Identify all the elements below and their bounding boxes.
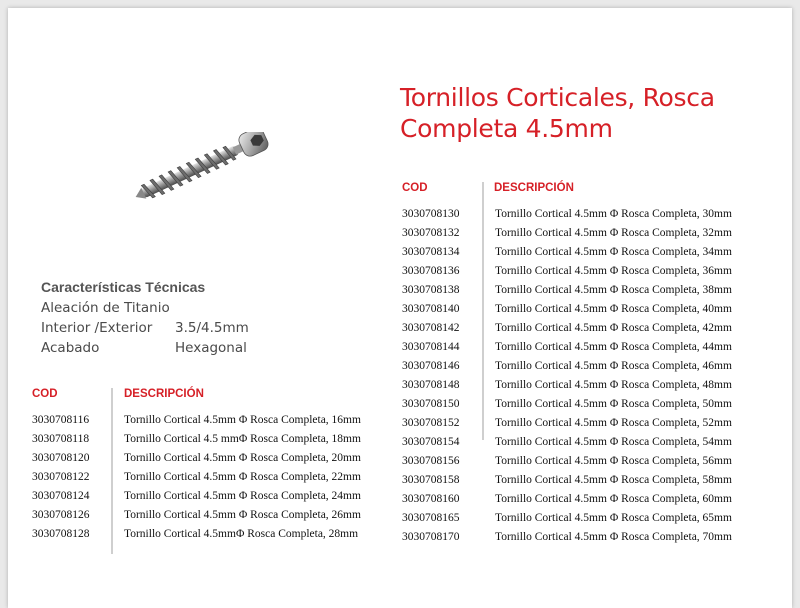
product-description: Tornillo Cortical 4.5mm Φ Rosca Completa, 56mm bbox=[495, 455, 732, 467]
specs-heading: Características Técnicas bbox=[41, 279, 206, 295]
product-description: Tornillo Cortical 4.5mm Φ Rosca Completa, 40mm bbox=[495, 303, 732, 315]
product-description: Tornillo Cortical 4.5mm Φ Rosca Completa, 52mm bbox=[495, 417, 732, 429]
product-description: Tornillo Cortical 4.5mm Φ Rosca Completa, 48mm bbox=[495, 379, 732, 391]
product-code: 3030708158 bbox=[402, 474, 460, 486]
product-description: Tornillo Cortical 4.5mm Φ Rosca Completa, 36mm bbox=[495, 265, 732, 277]
product-code: 3030708140 bbox=[402, 303, 460, 315]
technical-specs bbox=[41, 279, 341, 358]
product-description: Tornillo Cortical 4.5mm Φ Rosca Completa, 50mm bbox=[495, 398, 732, 410]
page-title: Tornillos Corticales, Rosca Completa 4.5mm bbox=[400, 83, 715, 143]
product-description: Tornillo Cortical 4.5mm Φ Rosca Completa, 44mm bbox=[495, 341, 732, 353]
product-code: 3030708156 bbox=[402, 455, 460, 467]
product-description: Tornillo Cortical 4.5mm Φ Rosca Completa, 38mm bbox=[495, 284, 732, 296]
spec-row bbox=[41, 318, 341, 338]
product-description: Tornillo Cortical 4.5mm Φ Rosca Completa, 42mm bbox=[495, 322, 732, 334]
product-code: 3030708118 bbox=[32, 433, 90, 445]
spec-value: 3.5/4.5mm bbox=[175, 320, 249, 336]
screw-image bbox=[125, 132, 280, 202]
spec-row bbox=[41, 338, 341, 358]
product-code: 3030708144 bbox=[402, 341, 460, 353]
spec-material-value: Aleación de Titanio bbox=[41, 300, 170, 316]
product-code: 3030708134 bbox=[402, 246, 460, 258]
product-code: 3030708136 bbox=[402, 265, 460, 277]
product-code: 3030708130 bbox=[402, 208, 460, 220]
header-code: COD bbox=[402, 182, 428, 194]
product-code: 3030708124 bbox=[32, 490, 90, 502]
product-code: 3030708138 bbox=[402, 284, 460, 296]
product-description: Tornillo Cortical 4.5 mmΦ Rosca Completa, 18mm bbox=[124, 433, 361, 445]
screw-illustration bbox=[125, 132, 280, 202]
product-code: 3030708165 bbox=[402, 512, 460, 524]
product-code: 3030708132 bbox=[402, 227, 460, 239]
header-code: COD bbox=[32, 388, 58, 400]
product-code: 3030708128 bbox=[32, 528, 90, 540]
product-code: 3030708146 bbox=[402, 360, 460, 372]
product-code: 3030708120 bbox=[32, 452, 90, 464]
product-description: Tornillo Cortical 4.5mm Φ Rosca Completa, 65mm bbox=[495, 512, 732, 524]
product-description: Tornillo Cortical 4.5mm Φ Rosca Completa, 32mm bbox=[495, 227, 732, 239]
product-code: 3030708160 bbox=[402, 493, 460, 505]
product-description: Tornillo Cortical 4.5mmΦ Rosca Completa, 28mm bbox=[124, 528, 359, 540]
column-divider bbox=[111, 388, 113, 554]
header-description: DESCRIPCIÓN bbox=[124, 388, 204, 400]
header-description: DESCRIPCIÓN bbox=[494, 182, 574, 194]
product-description: Tornillo Cortical 4.5mm Φ Rosca Completa, 20mm bbox=[124, 452, 361, 464]
product-code: 3030708148 bbox=[402, 379, 460, 391]
column-divider bbox=[482, 182, 484, 440]
spec-key: Interior /Exterior bbox=[41, 320, 153, 336]
product-code: 3030708126 bbox=[32, 509, 90, 521]
product-table-left bbox=[32, 388, 392, 548]
spec-key: Acabado bbox=[41, 340, 100, 356]
product-description: Tornillo Cortical 4.5mm Φ Rosca Completa, 16mm bbox=[124, 414, 361, 426]
product-description: Tornillo Cortical 4.5mm Φ Rosca Completa, 30mm bbox=[495, 208, 732, 220]
product-description: Tornillo Cortical 4.5mm Φ Rosca Completa, 54mm bbox=[495, 436, 732, 448]
product-description: Tornillo Cortical 4.5mm Φ Rosca Completa, 26mm bbox=[124, 509, 361, 521]
spec-value: Hexagonal bbox=[175, 340, 247, 356]
product-code: 3030708116 bbox=[32, 414, 90, 426]
product-description: Tornillo Cortical 4.5mm Φ Rosca Completa, 70mm bbox=[495, 531, 732, 543]
product-description: Tornillo Cortical 4.5mm Φ Rosca Completa, 34mm bbox=[495, 246, 732, 258]
product-code: 3030708142 bbox=[402, 322, 460, 334]
product-description: Tornillo Cortical 4.5mm Φ Rosca Completa, 46mm bbox=[495, 360, 732, 372]
product-code: 3030708150 bbox=[402, 398, 460, 410]
product-table-right bbox=[402, 182, 762, 552]
product-code: 3030708152 bbox=[402, 417, 460, 429]
product-code: 3030708154 bbox=[402, 436, 460, 448]
product-code: 3030708170 bbox=[402, 531, 460, 543]
product-description: Tornillo Cortical 4.5mm Φ Rosca Completa, 24mm bbox=[124, 490, 361, 502]
product-description: Tornillo Cortical 4.5mm Φ Rosca Completa, 22mm bbox=[124, 471, 361, 483]
spec-material bbox=[41, 298, 341, 318]
product-description: Tornillo Cortical 4.5mm Φ Rosca Completa, 60mm bbox=[495, 493, 732, 505]
product-code: 3030708122 bbox=[32, 471, 90, 483]
product-description: Tornillo Cortical 4.5mm Φ Rosca Completa, 58mm bbox=[495, 474, 732, 486]
